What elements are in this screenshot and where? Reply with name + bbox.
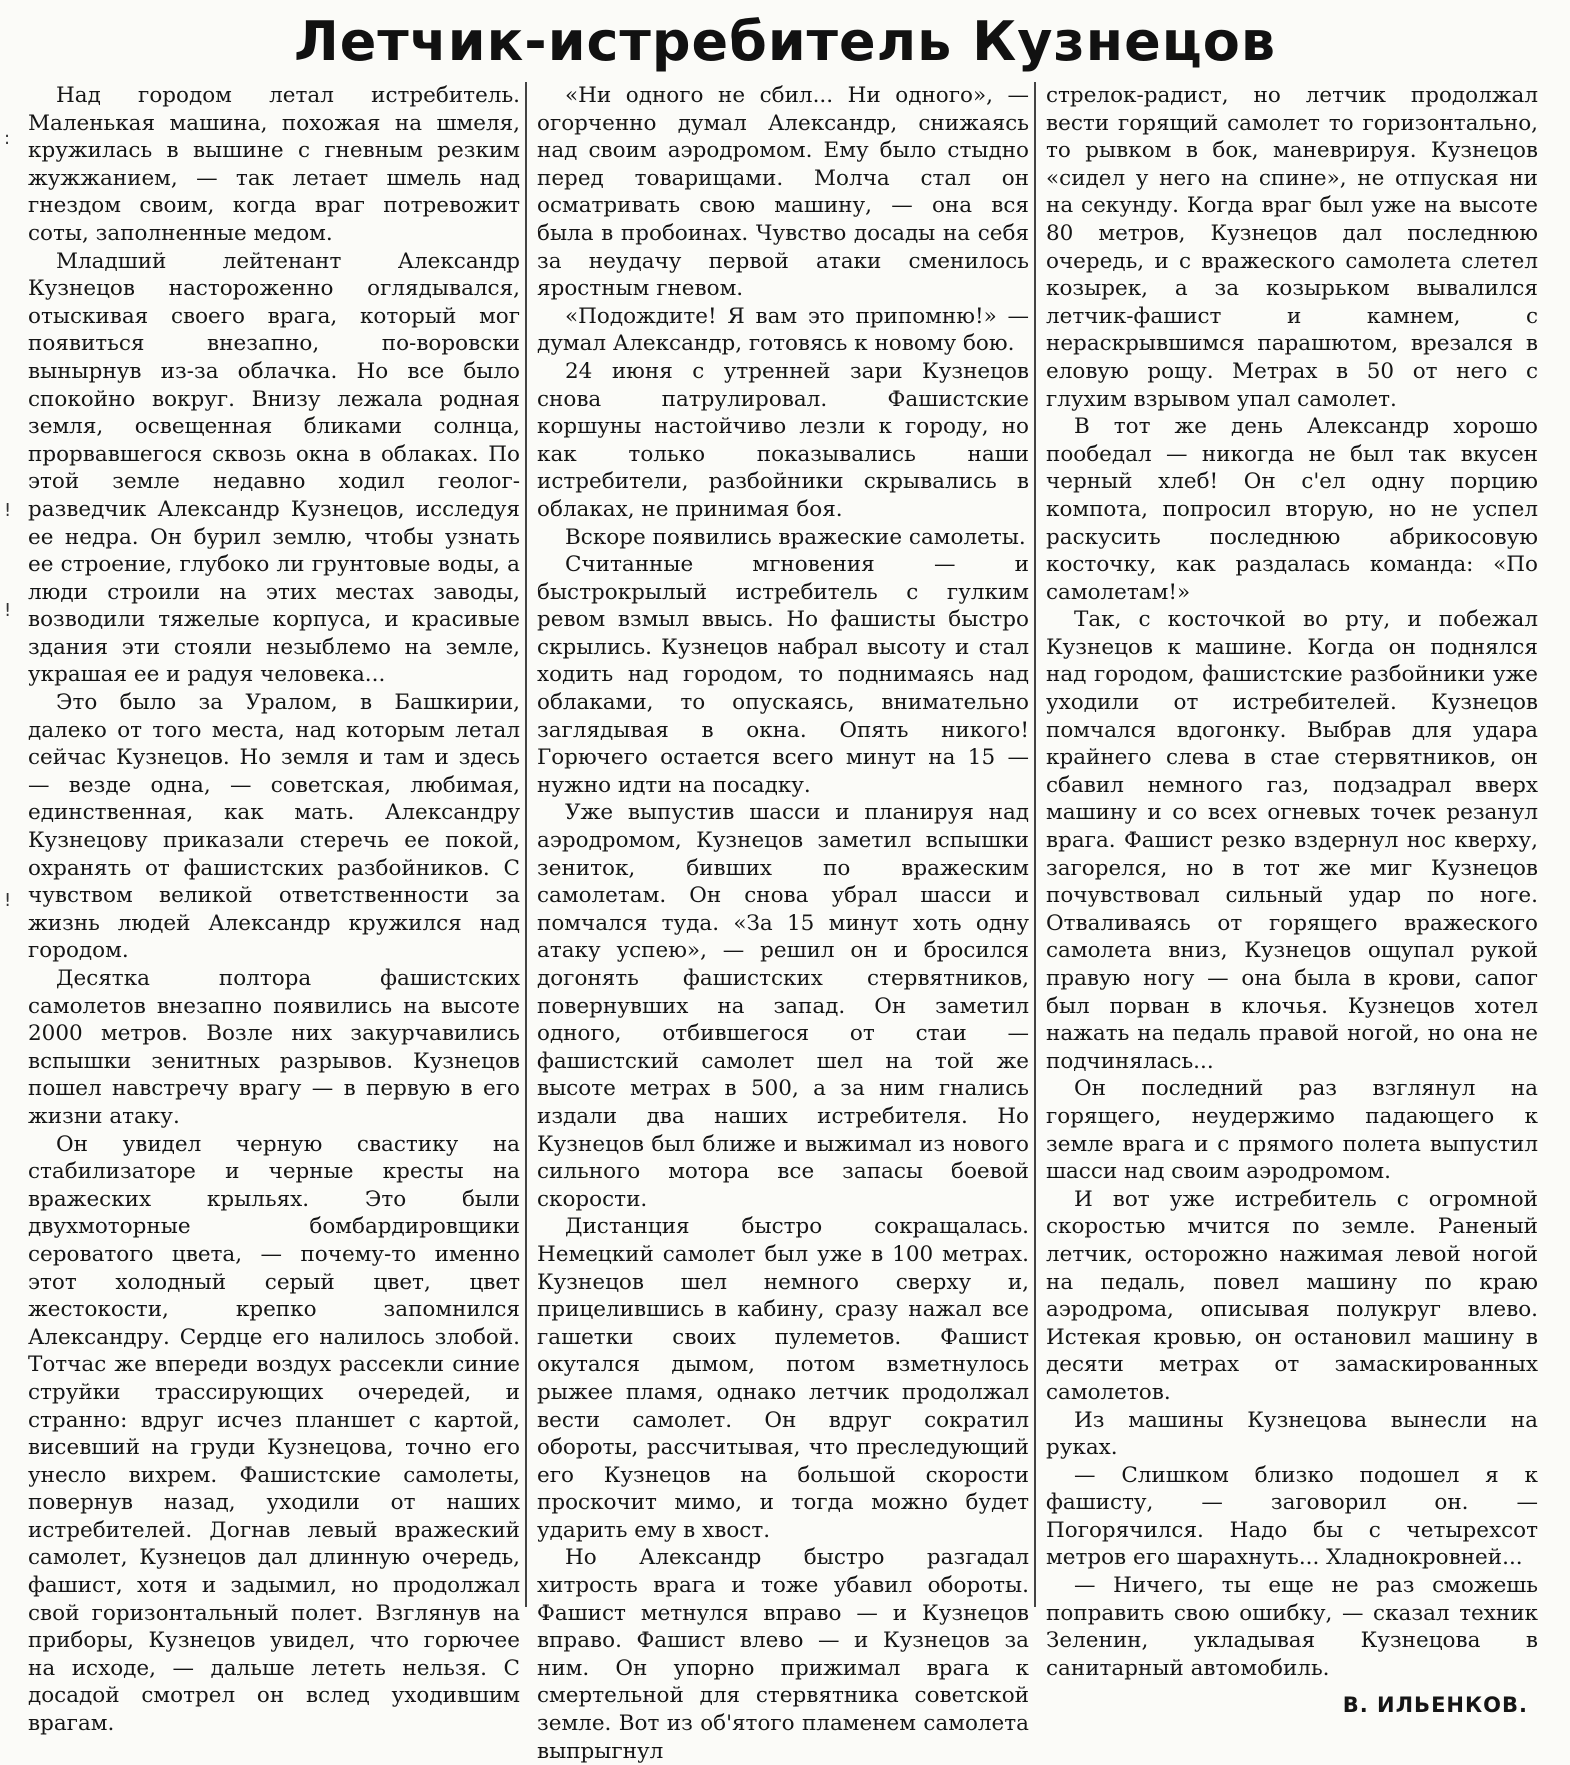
paragraph: Вскоре появились вражеские самолеты. xyxy=(565,524,1026,550)
paragraph: Но Александр быстро разгадал хитрость врага и тоже убавил обороты. Фашист метнулся вправо — и Кузнецов вправо. Фашист влево — и Кузнецов за ним. Он упорно прижимал врага к смертельной для стервятника советской земле. Вот из об'ятого пламенем самолета выпрыгнул xyxy=(537,1545,1029,1764)
paragraph: В тот же день Александр хорошо пообедал — никогда не был так вкусен черный хлеб! Он с'ел одну порцию компота, попросил вторую, но не успел раскусить последнюю абрикосовую косточку, как раздалась команда: «По самолетам!» xyxy=(1046,414,1538,605)
paragraph: — Ничего, ты еще не раз сможешь поправить свою ошибку, — сказал техник Зеленин, укладывая Кузнецова в санитарный автомобиль. xyxy=(1046,1573,1538,1681)
margin-mark: ! xyxy=(4,500,12,521)
paragraph: Над городом летал истребитель. Маленькая машина, похожая на шмеля, кружилась в вышине с гневным резким жужжанием, — так летает шмель над гнездом своим, когда враг потревожит соты, заполненные медом. xyxy=(28,83,520,246)
paragraph: 24 июня с утренней зари Кузнецов снова патрулировал. Фашистские коршуны настойчиво лезли к городу, но как только показывались наши истребители, разбойники скрывались в облаках, не принимая боя. xyxy=(537,358,1029,522)
paragraph: Он последний раз взглянул на горящего, неудержимо падающего к земле врага и с прямого полета выпустил шасси над своим аэродромом. xyxy=(1046,1076,1538,1185)
paragraph: Уже выпустив шасси и планируя над аэродромом, Кузнецов заметил вспышки зениток, бивших по вражеским самолетам. Он снова убрал шасси и помчался туда. «За 15 минут хоть одну атаку успею», — решил он и бросился догонять фашистских стервятников, повернувших на запад. Он заметил одного, отбившегося от стаи — фашистский самолет шел на той же высоте метрах в 500, а за ним гнались издали два наших истребителя. Но Кузнецов был ближе и выжимал из нового сильного мотора все запасы боевой скорости. xyxy=(537,800,1029,1212)
article-column-1 xyxy=(28,82,520,1737)
paragraph: — Слишком близко подошел я к фашисту, — заговорил он. — Погорячился. Надо бы с четырехсот метров его шарахнуть... Хладнокровней... xyxy=(1046,1462,1538,1571)
paragraph: Это было за Уралом, в Башкирии, далеко от того места, над которым летал сейчас Кузнецов. Но земля и там и здесь — везде одна, — советская, любимая, единственная, как мать. Александру Кузнецову приказали стеречь ее покой, охранять от фашистских разбойников. С чувством великой ответственности за жизнь людей Александр кружился над городом. xyxy=(28,690,520,964)
author-signature: В. ИЛЬЕНКОВ. xyxy=(1342,1693,1528,1718)
margin-mark: ! xyxy=(4,600,12,621)
paragraph: Он увидел черную свастику на стабилизаторе и черные кресты на вражеских крыльях. Это были двухмоторные бомбардировщики сероватого цвета, — почему-то именно этот холодный серый цвет, цвет жестокости, крепко запомнился Александру. Сердце его налилось злобой. Тотчас же впереди воздух рассекли синие струйки трассирующих очередей, и странно: вдруг исчез планшет с картой, висевший на груди Кузнецова, точно его унесло вихрем. Фашистские самолеты, повернув назад, уходили от наших истребителей. Догнав левый вражеский самолет, Кузнецов дал длинную очередь, фашист, хотя и задымил, но продолжал свой горизонтальный полет. Взглянув на приборы, Кузнецов увидел, что горючее на исходе, — дальше лететь нельзя. С досадой смотрел он вслед уходившим врагам. xyxy=(28,1131,520,1737)
paragraph: «Подождите! Я вам это припомню!» — думал Александр, готовясь к новому бою. xyxy=(537,303,1029,357)
paragraph: Дистанция быстро сокращалась. Немецкий самолет был уже в 100 метрах. Кузнецов шел немного сверху и, прицелившись в кабину, сразу нажал все гашетки своих пулеметов. Фашист окутался дымом, потом взметнулось рыжее пламя, однако летчик продолжал вести самолет. Он вдруг сократил обороты, рассчитывая, что преследующий его Кузнецов на большой скорости проскочит мимо, и тогда можно будет ударить ему в хвост. xyxy=(537,1214,1029,1543)
article-column-2 xyxy=(537,82,1029,1764)
article-column-3 xyxy=(1046,82,1538,1718)
margin-mark: ! xyxy=(4,890,12,911)
paragraph: Считанные мгновения — и быстрокрылый истребитель с гулким ревом взмыл ввысь. Но фашисты быстро скрылись. Кузнецов набрал высоту и стал ходить над городом, то поднимаясь над облаками, то опускаясь, внимательно заглядывая в окна. Опять никого! Горючего остается всего минут на 15 — нужно идти на посадку. xyxy=(537,552,1029,798)
column-divider xyxy=(1034,82,1036,1607)
paragraph: стрелок-радист, но летчик продолжал вести горящий самолет то горизонтально, то рывком в бок, маневрируя. Кузнецов «сидел у него на спине», не отпуская ни на секунду. Когда враг был уже на высоте 80 метров, Кузнецов дал последнюю очередь, и с вражеского самолета слетел козырек, а за козырьком вывалился летчик-фашист и камнем, с нераскрывшимся парашютом, врезался в еловую рощу. Метрах в 50 от него с глухим взрывом упал самолет. xyxy=(1046,83,1538,412)
margin-mark: : xyxy=(4,128,11,149)
article-title: Летчик-истребитель Кузнецов xyxy=(293,10,1277,73)
paragraph: Младший лейтенант Александр Кузнецов настороженно оглядывался, отыскивая своего врага, который мог появиться внезапно, по-воровски вынырнув из-за облачка. Но все было спокойно вокруг. Внизу лежала родная земля, освещенная бликами солнца, прорвавшегося сквозь окна в облаках. По этой земле недавно ходил геолог-разведчик Александр Кузнецов, исследуя ее недра. Он бурил землю, чтобы узнать ее строение, глубоко ли грунтовые воды, а люди строили на этих местах заводы, возводили тяжелые корпуса, и красивые здания эти стояли незыблемо на земле, украшая ее и радуя человека... xyxy=(28,248,520,688)
paragraph: Из машины Кузнецова вынесли на руках. xyxy=(1046,1407,1538,1461)
paragraph: Десятка полтора фашистских самолетов внезапно появились на высоте 2000 метров. Возле них закурчавились вспышки зенитных разрывов. Кузнецов пошел навстречу врагу — в первую в его жизни атаку. xyxy=(28,966,520,1129)
paragraph: И вот уже истребитель с огромной скоростью мчится по земле. Раненый летчик, осторожно нажимая левой ногой на педаль, повел машину по краю аэродрома, описывая полукруг влево. Истекая кровью, он остановил машину в десяти метрах от замаскированных самолетов. xyxy=(1046,1186,1538,1405)
paragraph: Так, с косточкой во рту, и побежал Кузнецов к машине. Когда он поднялся над городом, фашистские разбойники уже уходили от истребителей. Кузнецов помчался вдогонку. Выбрав для удара крайнего слева в стае стервятников, он сбавил немного газ, подзадрал вверх машину и со всех огневых точек резанул врага. Фашист резко вздернул нос кверху, загорелся, но в тот же миг Кузнецов почувствовал сильный удар по ноге. Отваливаясь от горящего вражеского самолета вниз, Кузнецов ощупал рукой правую ногу — она была в крови, сапог был порван в клочья. Кузнецов хотел нажать на педаль правой ногой, но она не подчинялась... xyxy=(1046,607,1538,1074)
paragraph: «Ни одного не сбил... Ни одного», — огорченно думал Александр, снижаясь над своим аэродромом. Ему было стыдно перед товарищами. Молча стал он осматривать свою машину, — она вся была в пробоинах. Чувство досады на себя за неудачу первой атаки сменилось яростным гневом. xyxy=(537,83,1029,302)
column-divider xyxy=(525,82,527,1607)
